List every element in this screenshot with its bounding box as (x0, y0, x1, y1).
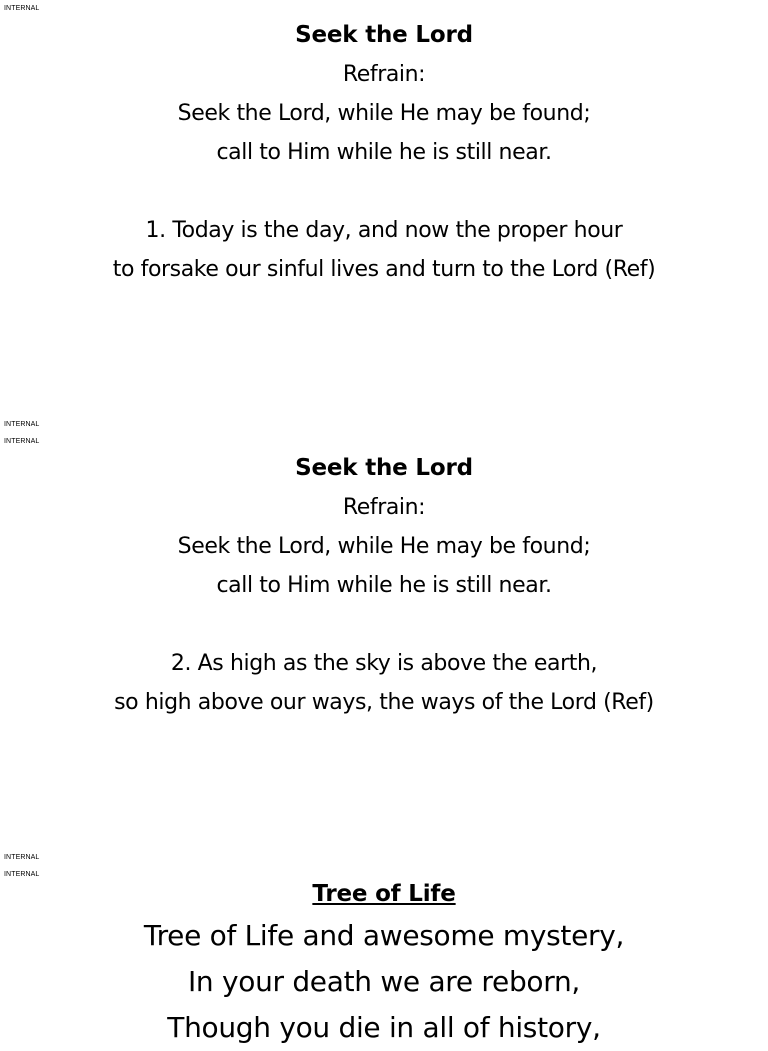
refrain-label: Refrain: (342, 495, 426, 520)
internal-label: INTERNAL (4, 854, 40, 861)
internal-label: INTERNAL (4, 438, 40, 445)
slide-1 (0, 16, 768, 289)
internal-label: INTERNAL (4, 871, 40, 878)
song-title: Seek the Lord (295, 455, 473, 481)
internal-label: INTERNAL (4, 5, 40, 12)
song-title: Tree of Life (312, 881, 456, 907)
lyric-line: Though you die in all of history, (167, 1011, 601, 1044)
refrain-line: Seek the Lord, while He may be found; (177, 534, 591, 559)
slide-2 (0, 449, 768, 722)
refrain-line: call to Him while he is still near. (216, 573, 552, 598)
verse-line: 1. Today is the day, and now the proper hour (145, 218, 623, 243)
lyric-line: In your death we are reborn, (187, 965, 581, 998)
stanza-gap (0, 605, 768, 644)
refrain-label: Refrain: (342, 62, 426, 87)
lyric-line: Tree of Life and awesome mystery, (143, 919, 625, 952)
internal-label: INTERNAL (4, 421, 40, 428)
verse-line: so high above our ways, the ways of the Lord (Ref) (114, 690, 654, 715)
verse-line: 2. As high as the sky is above the earth, (170, 651, 598, 676)
song-title: Seek the Lord (295, 22, 473, 48)
refrain-line: call to Him while he is still near. (216, 140, 552, 165)
stanza-gap (0, 172, 768, 211)
verse-line: to forsake our sinful lives and turn to the Lord (Ref) (112, 257, 656, 282)
refrain-line: Seek the Lord, while He may be found; (177, 101, 591, 126)
slide-3 (0, 875, 768, 1051)
